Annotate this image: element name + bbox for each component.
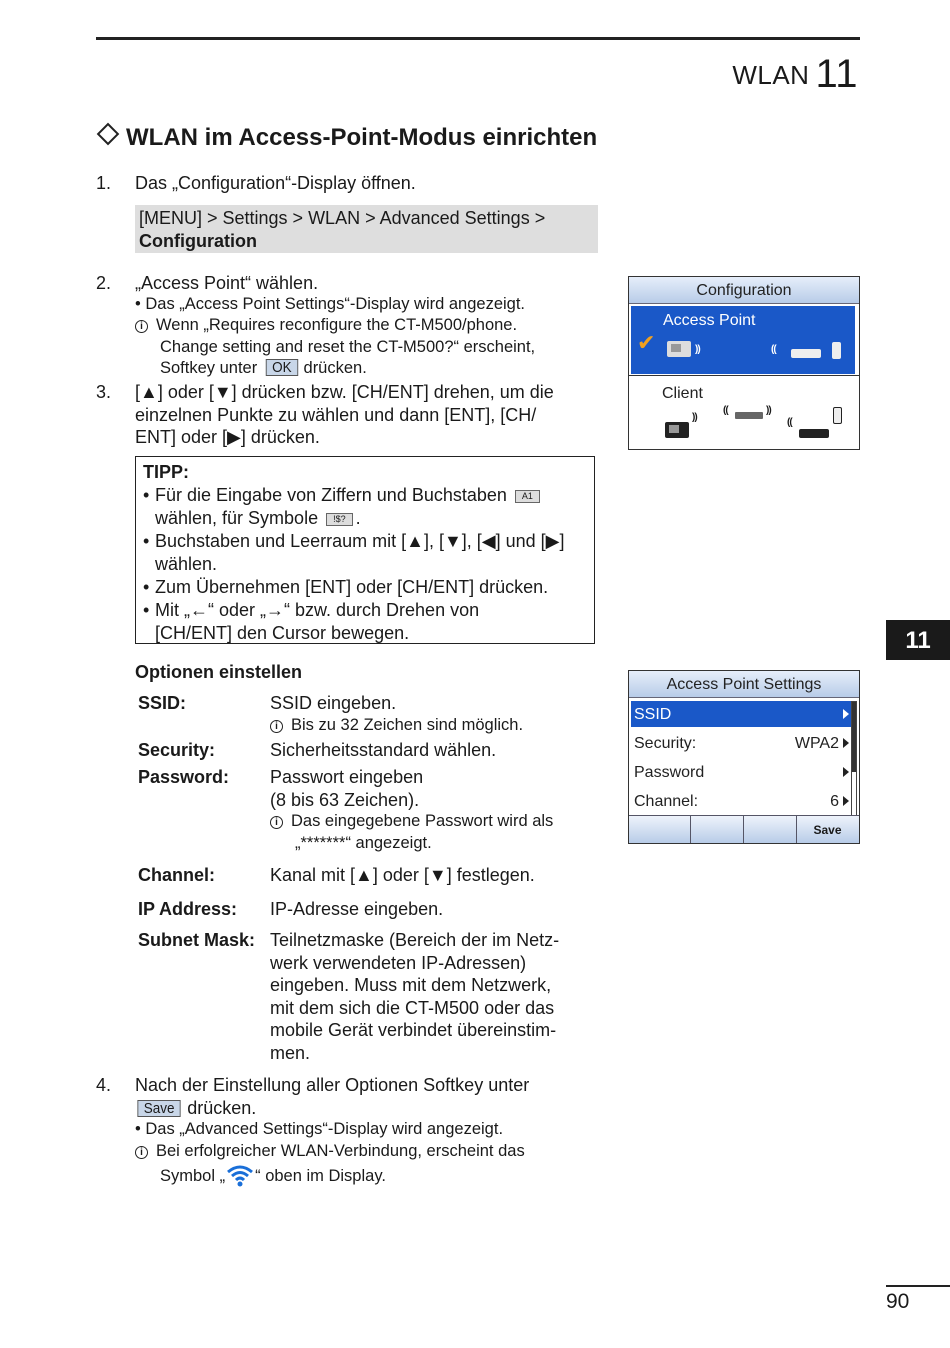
arrow-right-icon [843,796,849,806]
step-3-number: 3. [96,382,112,402]
options-heading: Optionen einstellen [135,662,303,682]
option-ip-desc: IP-Adresse eingeben. [270,899,444,919]
section-title-text: WLAN im Access-Point-Modus einrichten [126,124,598,151]
arrow-right-icon [843,709,849,719]
step-3-text: [▲] oder [▼] drücken bzw. [CH/ENT] drehen, um die einzelnen Punkte zu wählen und dann [ENT], [CH/ ENT] oder [▶] drücken. [135,382,554,447]
access-point-label: Access Point [663,312,756,329]
tip-bullet-4: • Mit „←“ oder „→“ bzw. durch Drehen von [CH/ENT] den Cursor bewegen. [143,599,591,645]
arrow-right-icon [843,767,849,777]
signal-waves-icon: )) [692,412,697,423]
step-2-info-line-2: Change setting and reset the CT-M500?“ erscheint, [160,337,536,356]
alphanumeric-key-icon: A1 [515,490,540,503]
menu-row-ssid[interactable]: SSID [631,701,851,727]
phone-icon [833,407,842,424]
option-password-label: Password: [138,767,230,787]
chapter-label: WLAN [732,60,810,90]
option-channel-desc: Kanal mit [▲] oder [▼] festlegen. [270,865,535,885]
signal-waves-icon: (( [771,344,776,355]
step-1-text: Das „Configuration“-Display öffnen. [135,173,416,193]
tip-bullet-3: • Zum Übernehmen [ENT] oder [CH/ENT] drücken. [143,576,591,599]
section-title [96,124,597,152]
signal-waves-icon: (( [787,417,792,428]
configuration-screen-title: Configuration [629,277,859,304]
client-option[interactable]: Client [662,385,703,402]
option-password-desc: Passwort eingeben (8 bis 63 Zeichen). i Das eingegebene Passwort wird als „*******“ angezeigt. [270,767,554,852]
radio-device-icon [667,341,691,357]
signal-waves-icon: (( [723,405,728,416]
step-4-text: Nach der Einstellung aller Optionen Softkey unter Save drücken. [135,1075,530,1118]
save-softkey-icon: Save [137,1100,180,1117]
radio-device-icon [665,422,689,438]
ok-softkey-icon: OK [266,359,298,376]
tip-title: TIPP: [143,462,190,482]
info-icon: i [135,1146,148,1159]
option-security-label: Security: [138,740,216,760]
step-2-info-line-3: Softkey unter OK drücken. [160,359,367,377]
menu-path: [MENU] > Settings > WLAN > Advanced Settings > [139,208,546,228]
configuration-screen [628,276,860,450]
access-point-settings-screen [628,670,860,844]
screen-divider [629,375,859,376]
tip-bullet-1: • Für die Eingabe von Ziffern und Buchstaben A1 wählen, für Symbole !$? . [143,484,591,530]
base-unit-icon [791,349,821,358]
menu-row-password[interactable]: Password [631,759,851,785]
info-icon: i [135,320,148,333]
softkey-1[interactable] [629,816,691,843]
top-rule [96,37,860,40]
signal-waves-icon: )) [766,405,771,416]
softkey-2[interactable] [691,816,744,843]
scrollbar[interactable] [851,701,857,816]
tip-bullet-2: • Buchstaben und Leerraum mit [▲], [▼], [◀] und [▶] wählen. [143,530,591,576]
wifi-icon [226,1163,254,1187]
option-ssid-label: SSID: [138,693,187,713]
base-unit-icon [799,429,829,438]
softkey-3[interactable] [744,816,797,843]
chapter-heading [732,52,858,97]
diamond-icon [97,123,120,146]
checkmark-icon: ✔ [637,330,656,355]
step-2-info [135,315,595,380]
step-2-text: „Access Point“ wählen. [135,273,319,293]
option-channel-label: Channel: [138,865,216,885]
router-icon [735,412,763,419]
option-security-desc: Sicherheitsstandard wählen. [270,740,497,760]
softkey-bar [629,815,859,843]
option-subnet-desc: Teilnetzmaske (Bereich der im Netz- werk verwendeten IP-Adressen) eingeben. Muss mit dem Netzwerk, mit dem sich die CT-M500 oder das mobile Gerät verbindet übereinstim- men. [270,930,560,1063]
info-icon: i [270,816,283,829]
page-number-rule [886,1285,950,1287]
menu-path-target: Configuration [139,230,257,251]
option-subnet-label: Subnet Mask: [138,930,256,950]
ap-settings-screen-title: Access Point Settings [629,671,859,698]
tip-box [135,456,595,644]
signal-waves-icon: )) [695,344,700,355]
step-2-number: 2. [96,273,112,293]
step-4-number: 4. [96,1075,112,1095]
option-ssid-desc: SSID eingeben. i Bis zu 32 Zeichen sind möglich. [270,693,524,734]
scrollbar-thumb[interactable] [852,702,856,772]
step-4-info: i Bei erfolgreicher WLAN-Verbindung, erscheint das Symbol „ “ oben im Display. [135,1141,595,1187]
step-2-bullet: • Das „Access Point Settings“-Display wird angezeigt. [135,295,526,313]
arrow-right-icon [843,738,849,748]
phone-icon [832,342,841,359]
menu-path-box [135,205,598,253]
step-2-info-line-1: Wenn „Requires reconfigure the CT-M500/phone. [156,316,518,334]
chapter-number: 11 [815,52,858,96]
access-point-option[interactable] [631,306,855,374]
menu-row-channel[interactable]: Channel: 6 [631,788,851,814]
option-ip-label: IP Address: [138,899,238,919]
chapter-side-tab: 11 [886,620,950,660]
save-softkey[interactable]: Save [813,823,842,837]
step-4-bullet: • Das „Advanced Settings“-Display wird angezeigt. [135,1120,504,1138]
menu-row-security[interactable]: Security: WPA2 [631,730,851,756]
page-number: 90 [886,1290,910,1313]
symbol-key-icon: !$? [326,513,353,526]
info-icon: i [270,720,283,733]
step-1-number: 1. [96,173,112,193]
